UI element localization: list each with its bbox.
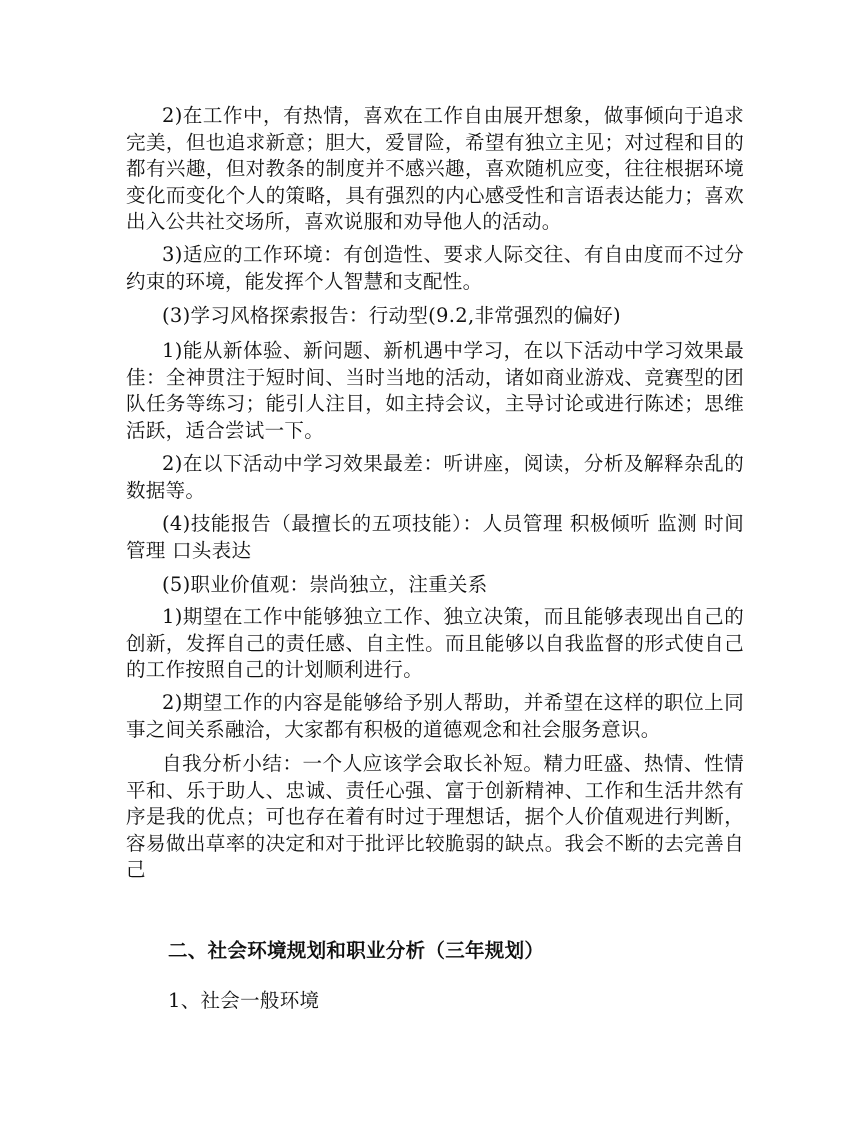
paragraph-self-analysis-summary: 自我分析小结：一个人应该学会取长补短。精力旺盛、热情、性情平和、乐于助人、忠诚、责任心强、富于创新精神、工作和生活井然有序是我的优点；可也存在着有时过于理想话，据个人价值观进行判断，容易做出草率的决定和对于批评比较脆弱的缺点。我会不断的去完善自己 — [126, 752, 744, 881]
paragraph-career-values: (5)职业价值观：崇尚独立，注重关系 — [162, 573, 488, 596]
paragraph-learning-best: 1)能从新体验、新问题、新机遇中学习，在以下活动中学习效果最佳：全神贯注于短时间、当时当地的活动，诸如商业游戏、竞赛型的团队任务等练习；能引人注目，如主持会议，主导讨论或进行陈述；思维活跃，适合尝试一下。 — [126, 339, 744, 442]
section-heading: 二、社会环境规划和职业分析（三年规划） — [168, 939, 545, 962]
paragraph-work-traits: 2)在工作中，有热情，喜欢在工作自由展开想象，做事倾向于追求完美，但也追求新意；胆大，爱冒险，希望有独立主见；对过程和目的都有兴趣，但对教条的制度并不感兴趣，喜欢随机应变，往往根据环境变化而变化个人的策略，具有强烈的内心感受性和言语表达能力；喜欢出入公共社交场所，喜欢说服和劝导他人的活动。 — [126, 104, 744, 233]
paragraph-work-environment: 3)适应的工作环境：有创造性、要求人际交往、有自由度而不过分约束的环境，能发挥个人智慧和支配性。 — [126, 243, 744, 293]
paragraph-learning-style: (3)学习风格探索报告：行动型(9.2,非常强烈的偏好) — [162, 304, 621, 327]
paragraph-values-relationships: 2)期望工作的内容是能够给予别人帮助，并希望在这样的职位上同事之间关系融洽，大家都有积极的道德观念和社会服务意识。 — [126, 691, 744, 741]
paragraph-learning-worst: 2)在以下活动中学习效果最差：听讲座，阅读，分析及解释杂乱的数据等。 — [126, 452, 744, 502]
paragraph-values-independence: 1)期望在工作中能够独立工作、独立决策，而且能够表现出自己的创新，发挥自己的责任感、自主性。而且能够以自我监督的形式使自己的工作按照自己的计划顺利进行。 — [126, 605, 744, 681]
paragraph-skills-report: (4)技能报告（最擅长的五项技能）：人员管理 积极倾听 监测 时间管理 口头表达 — [126, 512, 744, 562]
subsection-heading: 1、社会一般环境 — [168, 989, 320, 1012]
